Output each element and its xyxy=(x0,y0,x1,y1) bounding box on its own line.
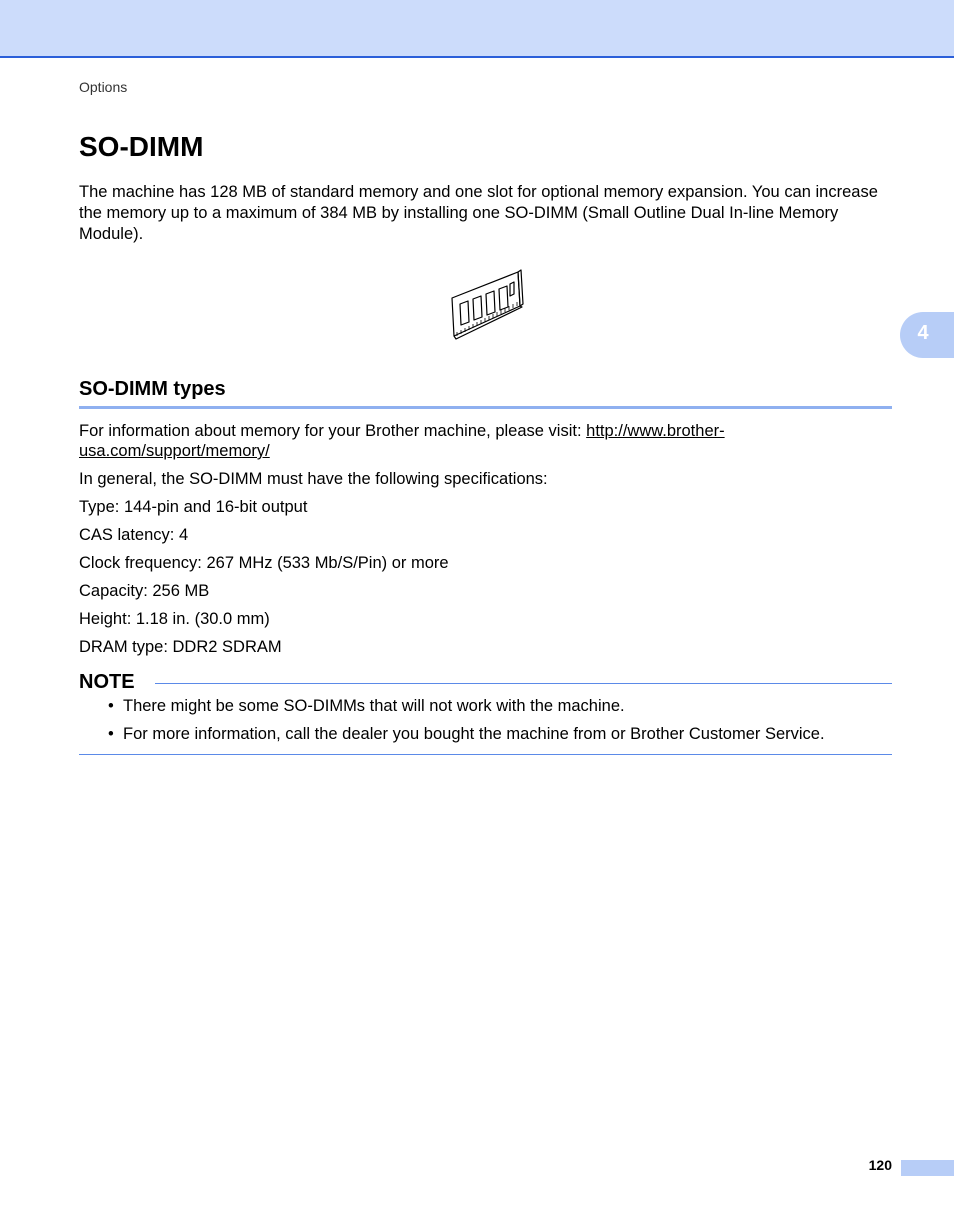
chapter-number: 4 xyxy=(917,322,929,344)
general-spec-intro: In general, the SO-DIMM must have the following specifications: xyxy=(79,470,548,488)
memory-info-paragraph xyxy=(79,421,894,461)
spec-capacity: Capacity: 256 MB xyxy=(79,582,210,600)
breadcrumb: Options xyxy=(79,79,128,95)
spec-cas-latency: CAS latency: 4 xyxy=(79,526,189,544)
spec-dram-type: DRAM type: DDR2 SDRAM xyxy=(79,638,282,656)
header-band xyxy=(0,0,954,58)
visit-text: For information about memory for your Brother machine, please visit: xyxy=(79,422,587,440)
page-number-bar xyxy=(901,1160,954,1176)
note-item xyxy=(108,696,625,716)
bullet-icon: • xyxy=(108,697,114,715)
section-title: SO-DIMM types xyxy=(79,378,226,400)
note-title: NOTE xyxy=(79,671,135,693)
note-bottom-divider xyxy=(79,754,892,755)
spec-type: Type: 144-pin and 16-bit output xyxy=(79,498,308,516)
section-divider xyxy=(79,406,892,409)
bullet-icon: • xyxy=(108,725,114,743)
note-item xyxy=(108,724,825,744)
intro-paragraph: The machine has 128 MB of standard memory and one slot for optional memory expansion. You can increase the memory up to a maximum of 384 MB by installing one SO-DIMM (Small Outline Dual In-line Memory Module). xyxy=(79,183,878,243)
page-number: 120 xyxy=(868,1157,892,1173)
memory-support-link[interactable]: http://www.brother-usa.com/support/memory/ xyxy=(79,422,725,460)
note-top-divider xyxy=(155,683,892,684)
spec-height: Height: 1.18 in. (30.0 mm) xyxy=(79,610,270,628)
note-item-text: There might be some SO-DIMMs that will not work with the machine. xyxy=(123,697,625,715)
spec-clock-frequency: Clock frequency: 267 MHz (533 Mb/S/Pin) or more xyxy=(79,554,449,572)
note-item-text: For more information, call the dealer you bought the machine from or Brother Customer Service. xyxy=(123,725,825,743)
page-title: SO-DIMM xyxy=(79,131,204,162)
memory-module-icon xyxy=(448,266,524,342)
